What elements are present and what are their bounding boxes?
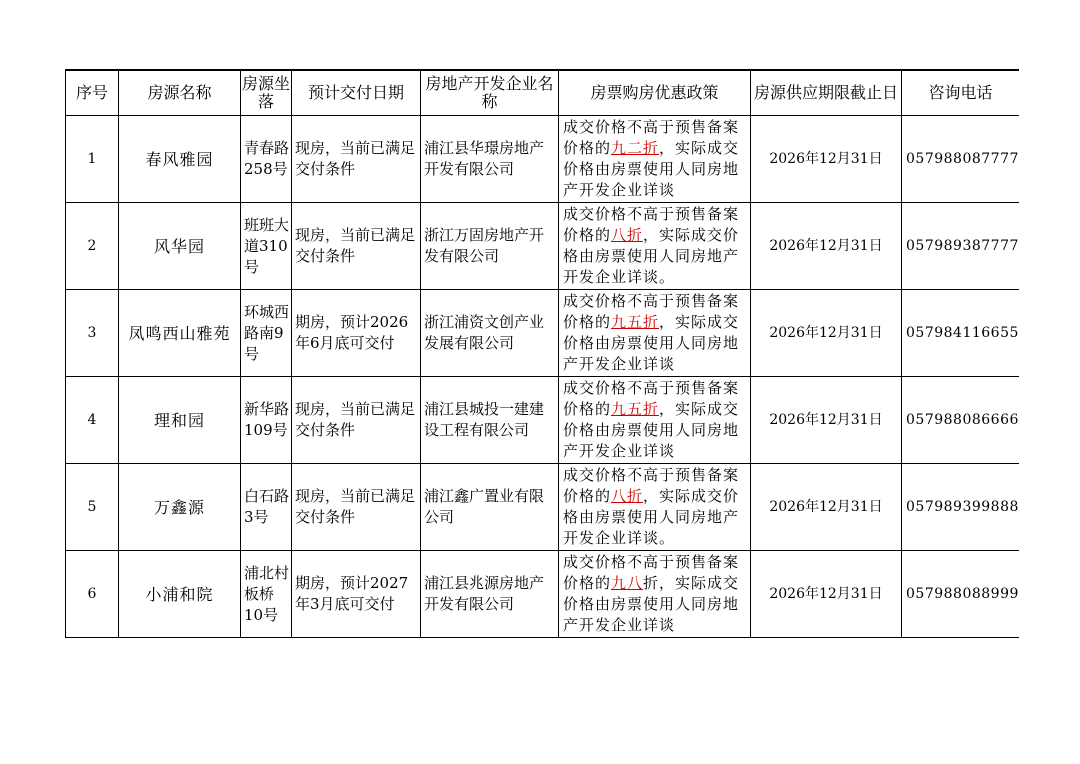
row-deadline: 2026年12月31日 — [751, 464, 902, 551]
row-developer: 浦江县兆源房地产开发有限公司 — [421, 551, 559, 638]
row-phone: 057989387777 — [902, 203, 1019, 290]
row-location: 新华路109号 — [241, 377, 292, 464]
table-row — [66, 464, 1019, 551]
row-name: 万鑫源 — [119, 464, 241, 551]
row-name: 小浦和院 — [119, 551, 241, 638]
row-deadline: 2026年12月31日 — [751, 116, 902, 203]
table-row — [66, 116, 1019, 203]
row-no: 3 — [66, 290, 119, 377]
row-location: 班班大道310号 — [241, 203, 292, 290]
row-location: 白石路3号 — [241, 464, 292, 551]
table-row — [66, 290, 1019, 377]
discount-highlight: 八折 — [611, 226, 644, 244]
row-policy — [559, 377, 751, 464]
header-delivery: 预计交付日期 — [292, 70, 421, 116]
row-developer: 浙江浦资文创产业发展有限公司 — [421, 290, 559, 377]
row-delivery: 期房，预计2026年6月底可交付 — [292, 290, 421, 377]
row-phone: 057989399888 — [902, 464, 1019, 551]
row-no: 2 — [66, 203, 119, 290]
row-no: 6 — [66, 551, 119, 638]
row-location: 浦北村板桥10号 — [241, 551, 292, 638]
row-policy — [559, 551, 751, 638]
row-no: 5 — [66, 464, 119, 551]
policy-text: 成交价格不高于预售备案价格的 — [563, 379, 740, 418]
row-deadline: 2026年12月31日 — [751, 377, 902, 464]
policy-text: ，实际成交价格由房票使用人同房地产开发企业详谈 — [563, 313, 740, 373]
policy-text: 成交价格不高于预售备案价格的 — [563, 292, 740, 331]
table-row — [66, 203, 1019, 290]
header-policy: 房票购房优惠政策 — [559, 70, 751, 116]
row-policy — [559, 290, 751, 377]
row-name: 凤鸣西山雅苑 — [119, 290, 241, 377]
row-developer: 浦江鑫广置业有限公司 — [421, 464, 559, 551]
row-delivery: 现房，当前已满足交付条件 — [292, 464, 421, 551]
discount-highlight: 八折 — [611, 487, 644, 505]
discount-highlight: 九二折 — [611, 139, 660, 157]
row-no: 4 — [66, 377, 119, 464]
row-name: 理和园 — [119, 377, 241, 464]
table-header — [66, 70, 1019, 116]
row-delivery: 现房，当前已满足交付条件 — [292, 116, 421, 203]
row-location: 环城西路南9号 — [241, 290, 292, 377]
policy-text: 成交价格不高于预售备案价格的 — [563, 205, 740, 244]
row-deadline: 2026年12月31日 — [751, 203, 902, 290]
header-location: 房源坐落 — [241, 70, 292, 116]
discount-highlight: 九五折 — [611, 400, 660, 418]
discount-highlight: 九八 — [611, 574, 644, 592]
housing-table — [65, 69, 1019, 638]
row-delivery: 现房，当前已满足交付条件 — [292, 377, 421, 464]
header-deadline: 房源供应期限截止日 — [751, 70, 902, 116]
policy-text: 成交价格不高于预售备案价格的 — [563, 466, 740, 505]
policy-text: 折，实际成交价格由房票使用人同房地产开发企业详谈 — [563, 574, 740, 634]
table-row — [66, 377, 1019, 464]
row-phone: 057988088999 — [902, 551, 1019, 638]
row-policy — [559, 116, 751, 203]
row-delivery: 现房，当前已满足交付条件 — [292, 203, 421, 290]
row-delivery: 期房，预计2027年3月底可交付 — [292, 551, 421, 638]
row-name: 风华园 — [119, 203, 241, 290]
header-developer: 房地产开发企业名称 — [421, 70, 559, 116]
row-developer: 浦江县华璟房地产开发有限公司 — [421, 116, 559, 203]
row-phone: 057988086666 — [902, 377, 1019, 464]
header-name: 房源名称 — [119, 70, 241, 116]
row-no: 1 — [66, 116, 119, 203]
row-deadline: 2026年12月31日 — [751, 290, 902, 377]
policy-text: ，实际成交价格由房票使用人同房地产开发企业详谈 — [563, 400, 740, 460]
policy-text: ，实际成交价格由房票使用人同房地产开发企业详谈。 — [563, 226, 740, 286]
header-no: 序号 — [66, 70, 119, 116]
discount-highlight: 九五折 — [611, 313, 660, 331]
policy-text: 成交价格不高于预售备案价格的 — [563, 553, 740, 592]
row-name: 春风雅园 — [119, 116, 241, 203]
row-policy — [559, 203, 751, 290]
row-policy — [559, 464, 751, 551]
policy-text: ，实际成交价格由房票使用人同房地产开发企业详谈。 — [563, 487, 740, 547]
row-location: 青春路258号 — [241, 116, 292, 203]
policy-text: ，实际成交价格由房票使用人同房地产开发企业详谈 — [563, 139, 740, 199]
row-phone: 057984116655 — [902, 290, 1019, 377]
row-developer: 浦江县城投一建建设工程有限公司 — [421, 377, 559, 464]
policy-text: 成交价格不高于预售备案价格的 — [563, 118, 740, 157]
row-deadline: 2026年12月31日 — [751, 551, 902, 638]
header-phone: 咨询电话 — [902, 70, 1019, 116]
row-phone: 057988087777 — [902, 116, 1019, 203]
table-row — [66, 551, 1019, 638]
row-developer: 浙江万固房地产开发有限公司 — [421, 203, 559, 290]
